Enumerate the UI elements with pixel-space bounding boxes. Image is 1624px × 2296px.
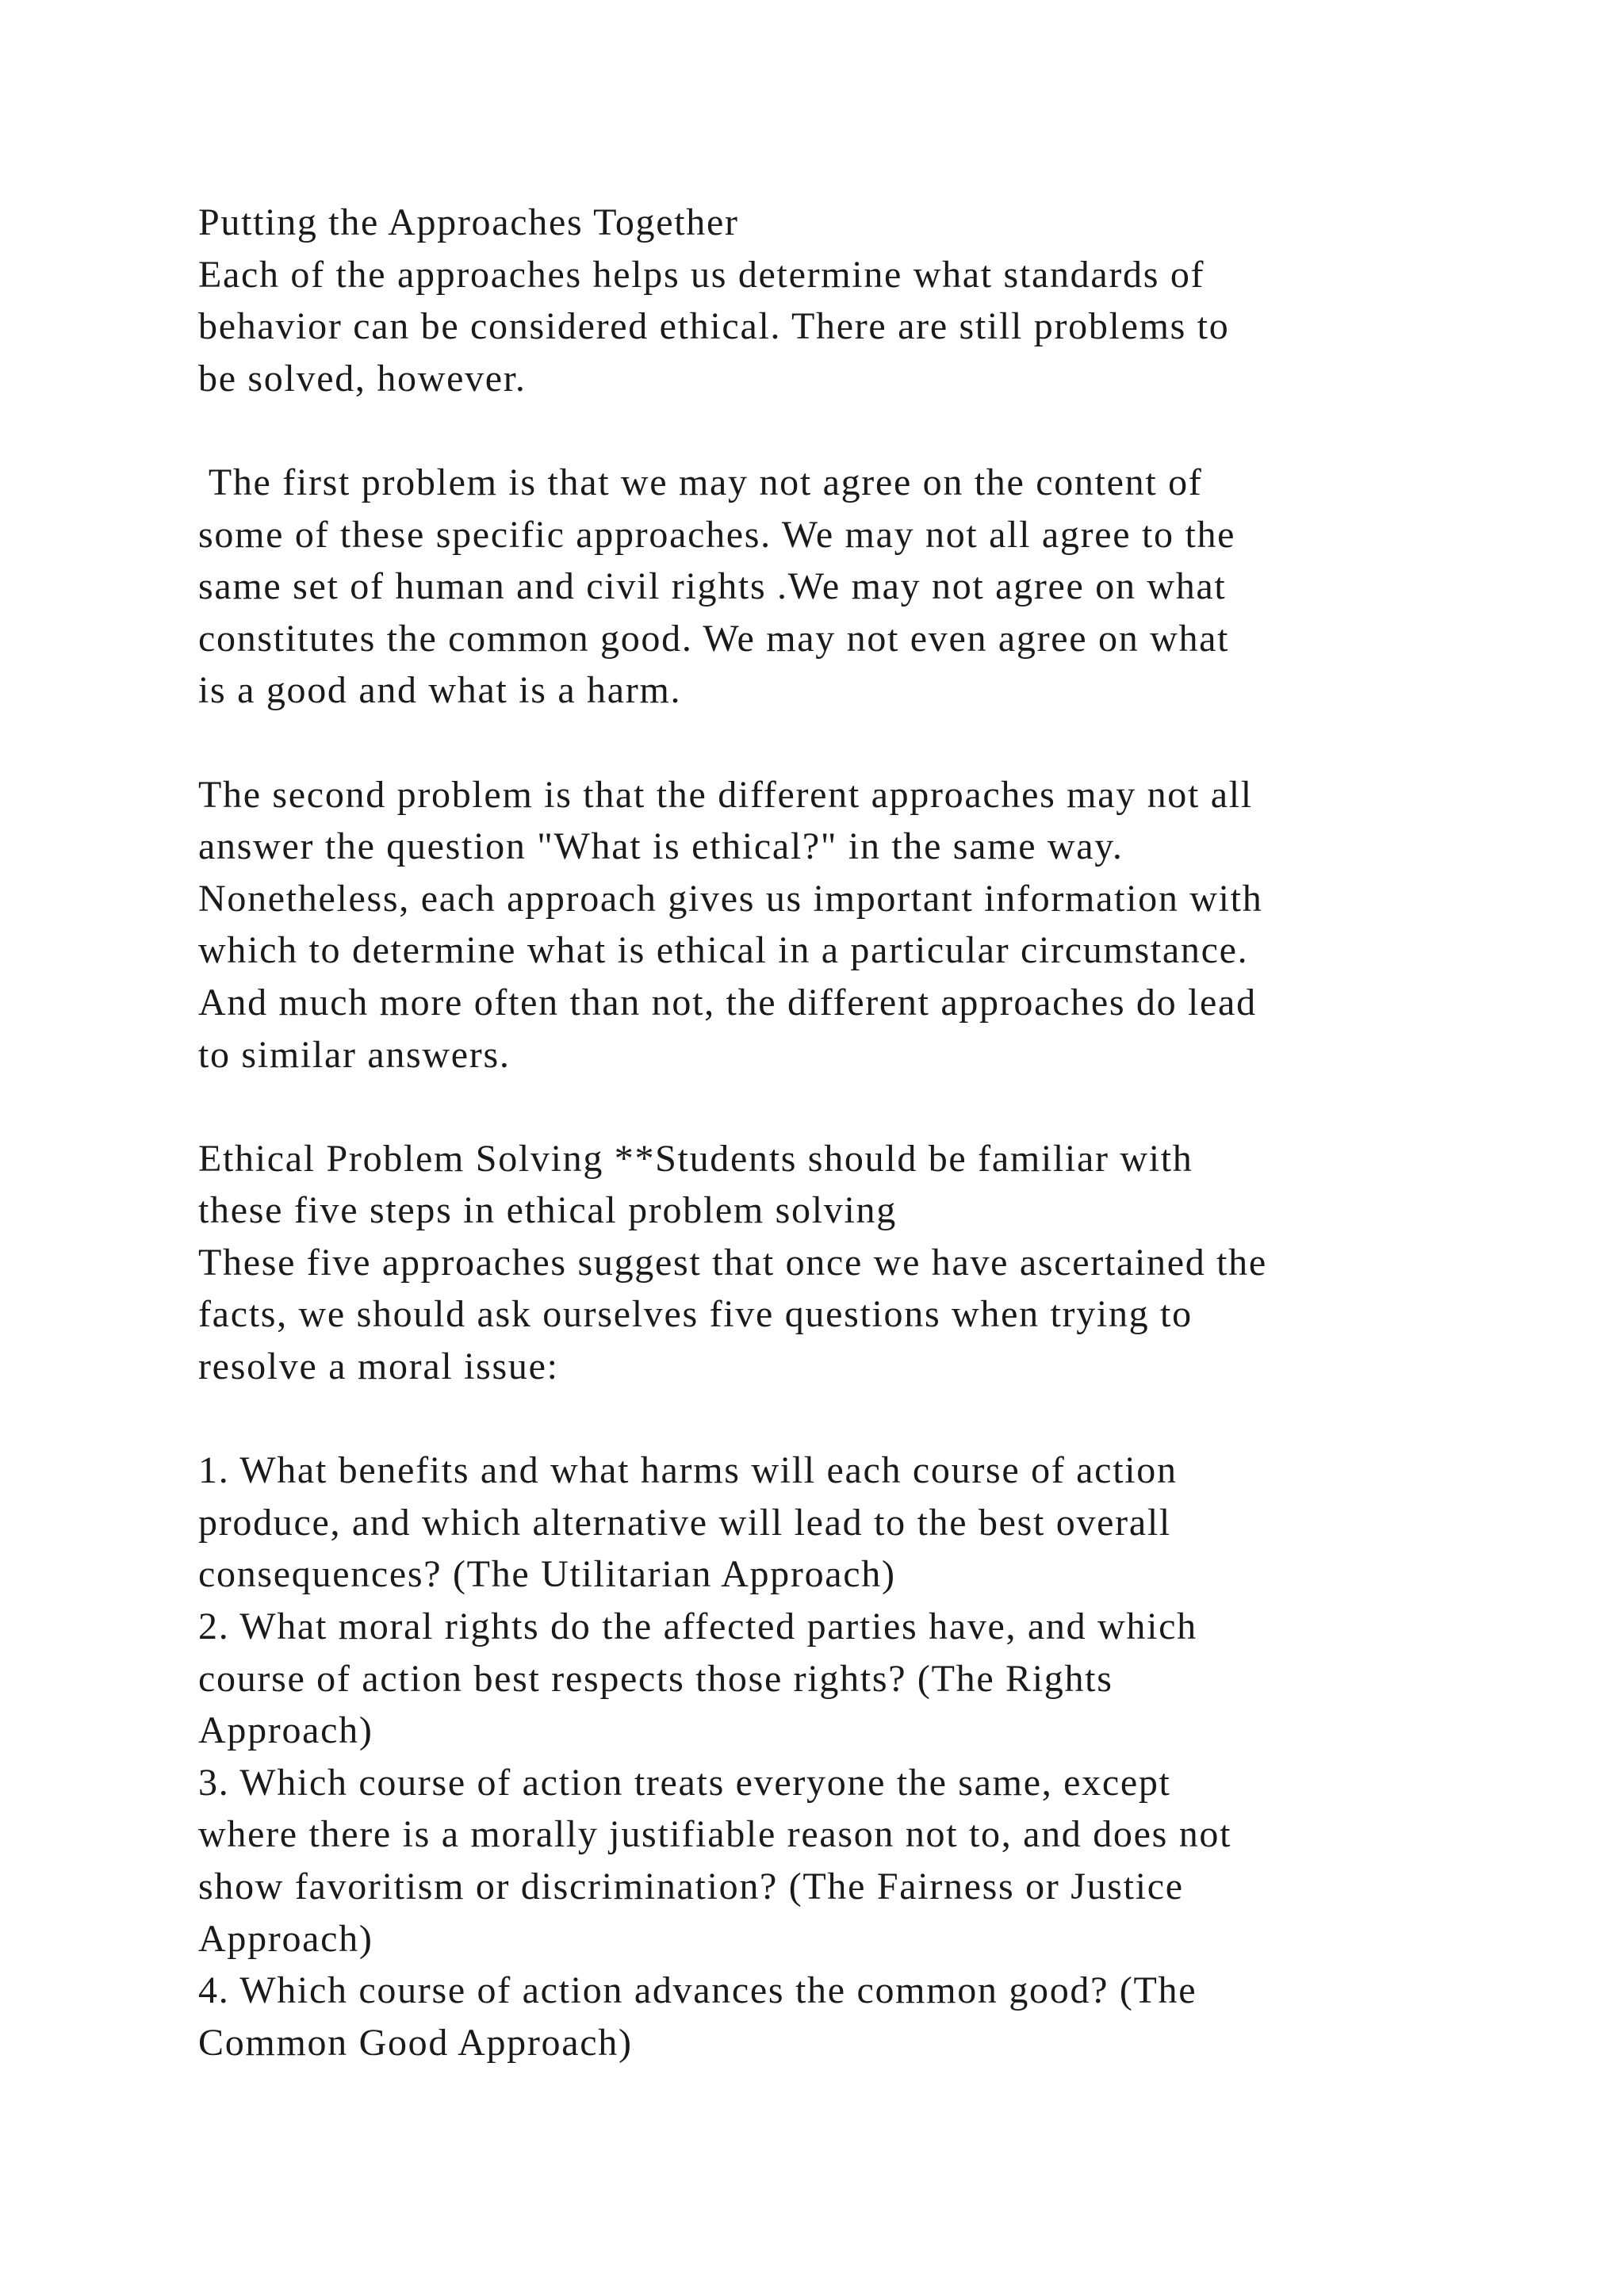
blank-line [198, 1081, 1546, 1133]
list-item-line: Approach) [198, 1709, 373, 1752]
paragraph-line: The first problem is that we may not agree on the content of [198, 461, 1203, 503]
paragraph-line: The second problem is that the different approaches may not all [198, 773, 1253, 816]
list-item-line: 1. What benefits and what harms will each course of action [198, 1449, 1178, 1492]
paragraph-line: is a good and what is a harm. [198, 669, 682, 712]
list-item-line: Common Good Approach) [198, 2021, 633, 2064]
blank-line [198, 717, 1546, 769]
paragraph-line: same set of human and civil rights .We may not agree on what [198, 565, 1227, 608]
paragraph-line: Each of the approaches helps us determine what standards of [198, 253, 1205, 296]
list-item-line: where there is a morally justifiable reason not to, and does not [198, 1813, 1232, 1856]
blank-line [198, 1393, 1546, 1445]
paragraph-line: facts, we should ask ourselves five questions when trying to [198, 1293, 1193, 1336]
section-heading: these five steps in ethical problem solving [198, 1189, 897, 1232]
paragraph-line: These five approaches suggest that once we have ascertained the [198, 1241, 1267, 1284]
paragraph-line: to similar answers. [198, 1033, 511, 1076]
paragraph-line: resolve a moral issue: [198, 1345, 559, 1388]
list-item-line: Approach) [198, 1917, 373, 1960]
document-body [198, 197, 1546, 2068]
list-item-line: consequences? (The Utilitarian Approach) [198, 1553, 896, 1596]
list-item-line: show favoritism or discrimination? (The Fairness or Justice [198, 1866, 1184, 1908]
list-item-line: 3. Which course of action treats everyone the same, except [198, 1761, 1171, 1804]
paragraph-line: be solved, however. [198, 357, 527, 400]
section-heading: Ethical Problem Solving **Students should be familiar with [198, 1137, 1193, 1180]
paragraph-line: Nonetheless, each approach gives us important information with [198, 877, 1263, 920]
list-item-line: course of action best respects those rights? (The Rights [198, 1657, 1113, 1700]
list-item-line: 2. What moral rights do the affected parties have, and which [198, 1605, 1197, 1648]
paragraph-line: answer the question "What is ethical?" in the same way. [198, 825, 1124, 868]
paragraph-line: behavior can be considered ethical. There are still problems to [198, 305, 1230, 348]
paragraph-line: which to determine what is ethical in a particular circumstance. [198, 929, 1249, 972]
list-item-line: produce, and which alternative will lead to the best overall [198, 1501, 1171, 1544]
section-heading: Putting the Approaches Together [198, 201, 739, 243]
blank-line [198, 404, 1546, 457]
list-item-line: 4. Which course of action advances the common good? (The [198, 1969, 1197, 2012]
paragraph-line: some of these specific approaches. We may not all agree to the [198, 513, 1236, 556]
paragraph-line: And much more often than not, the different approaches do lead [198, 981, 1257, 1024]
paragraph-line: constitutes the common good. We may not even agree on what [198, 617, 1230, 660]
